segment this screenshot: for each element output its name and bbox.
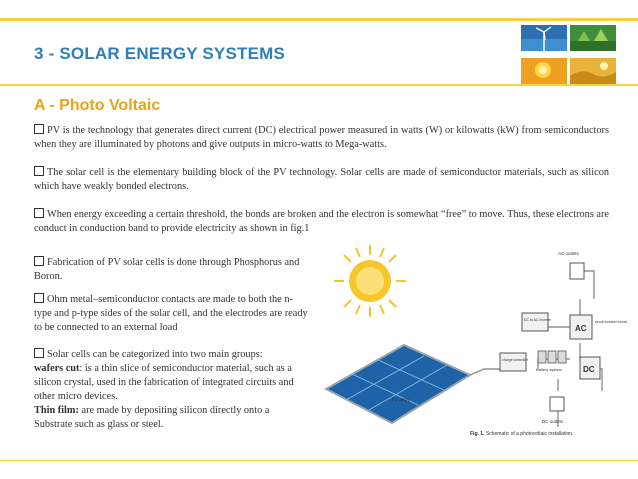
checkbox-bullet-icon (34, 256, 44, 266)
checkbox-bullet-icon (34, 124, 44, 134)
paragraph-fabrication: Fabrication of PV solar cells is done through Phosphorus and Boron. (34, 257, 300, 282)
circuit-breaker-label: circuit breaker boxes (595, 320, 628, 324)
top-divider (0, 18, 638, 21)
bottom-divider (0, 460, 638, 461)
energy-logo (521, 25, 616, 80)
pv-array-label: PV array (392, 397, 410, 402)
ac-outlet-box (570, 263, 584, 279)
pv-installation-figure (322, 241, 628, 439)
checkbox-bullet-icon (34, 166, 44, 176)
checkbox-bullet-icon (34, 208, 44, 218)
checkbox-bullet-icon (34, 293, 44, 303)
charge-controller-box (500, 353, 526, 371)
battery-system-label: battery system (536, 367, 563, 372)
checkbox-bullet-icon (34, 348, 44, 358)
logo-tile-wind (521, 25, 568, 56)
paragraph-solar-cell: The solar cell is the elementary building block of the PV technology. Solar cells are made of semiconductor materials, such as silicon which have weakly bonded electrons. (34, 167, 609, 192)
dc-box-label: DC (583, 365, 595, 374)
paragraph-ohm-contacts: Ohm metal–semiconductor contacts are made to both the n-type and p-type sides of the solar cell, and the electrodes are ready to be connected to an external load (34, 294, 308, 333)
dc-outlets-label: DC outlets (542, 419, 564, 424)
charge-controller-label: charge controller (502, 358, 529, 362)
logo-tile-green (570, 25, 617, 56)
inverter-box (522, 313, 548, 331)
battery-system (538, 351, 566, 363)
pv-array-panel (326, 345, 470, 423)
sun-icon (334, 245, 406, 317)
section-subtitle: A - Photo Voltaic (34, 97, 161, 114)
ac-outlets-label: AC outlets (558, 251, 579, 256)
paragraph-cell-categories: Solar cells can be categorized into two main groups: wafers cut: is a thin slice of semiconductor material, such as a silicon crystal, used in the fabrication of integrated circuits and other micro devices. Thin film: are made by depositing silicon directly onto a Substrate such as glass or steel. (34, 349, 294, 430)
dc-outlet-box (550, 397, 564, 411)
inverter-label: DC to AC inverter (524, 318, 552, 322)
ac-box-label: AC (575, 324, 587, 333)
slide-title: 3 - SOLAR ENERGY SYSTEMS (34, 44, 286, 63)
title-divider (0, 84, 638, 86)
paragraph-pv-definition: PV is the technology that generates direct current (DC) electrical power measured in watts (W) or kilowatts (kW) from semiconductors when they are illuminated by photons and give outputs in micro-watts to Mega-watts. (34, 125, 609, 150)
pv-schematic-diagram (322, 241, 628, 439)
paragraph-energy-threshold: When energy exceeding a certain threshold, the bonds are broken and the electron is somewhat “free” to move. Thus, these electrons are conduct in conduction band to provide electricity as shown in fig.1 (34, 209, 609, 234)
figure-caption: Fig. 1. Schematic of a photovoltaic installation. (470, 431, 574, 437)
